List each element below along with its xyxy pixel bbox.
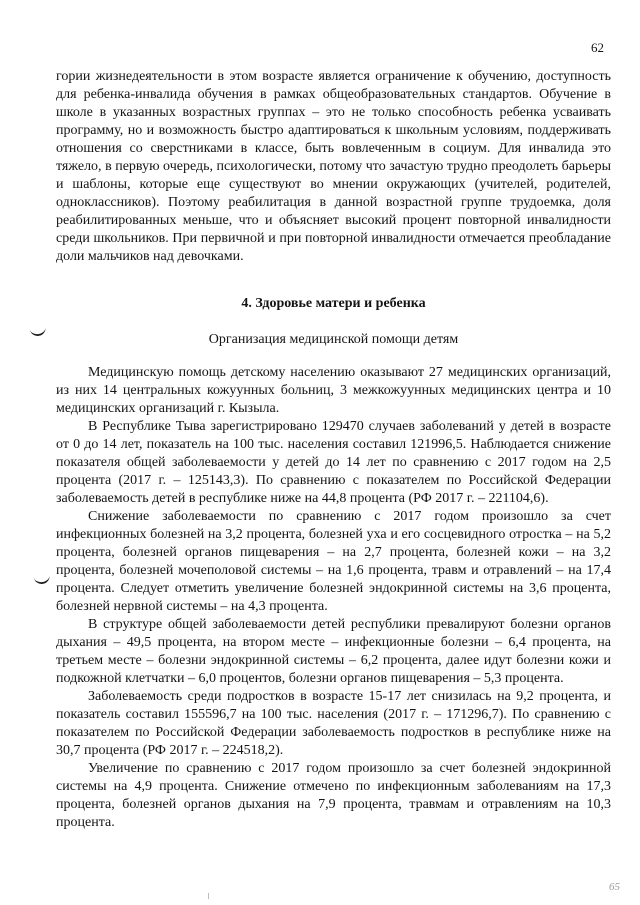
paragraph-6: Увеличение по сравнению с 2017 годом произошло за счет болезней эндокринной системы на 4,9 процента. Снижение отмечено по инфекционным заболеваниям на 17,3 процента, болезней органов дыхания на 7,9 процента, травмам и отравлениям на 10,3 процента.	[56, 761, 611, 830]
section-title: 4. Здоровье матери и ребенка	[241, 296, 426, 311]
subsection-title: Организация медицинской помощи детям	[208, 332, 459, 347]
paragraph-2: В Республике Тыва зарегистрировано 129470 случаев заболеваний у детей в возрасте от 0 до 14 лет, показатель на 100 тыс. населения составил 121996,5. Наблюдается снижение показателя общей заболеваемости у детей до 14 лет по сравнению с 2017 годом на 2,5 процента (2017 г. – 125143,3). По сравнению с показателем по Российской Федерации заболеваемость детей в республике ниже на 44,8 процента (РФ 2017 г. – 221104,6).	[56, 419, 611, 506]
intro-paragraph: гории жизнедеятельности в этом возрасте является ограничение к обучению, доступность для ребенка-инвалида обучения в рамках общеобразовательных стандартов. Обучение в школе в указанных возрастных группах – это не только способность ребенка усваивать программу, но и возможность быстро адаптироваться к школьным условиям, поддерживать отношения со сверстниками в классе, быть вовлеченным в социум. Для инвалида это тяжело, в первую очередь, психологически, потому что зачастую трудно преодолеть барьеры и шаблоны, которые еще существуют во мнении окружающих (учителей, родителей, одноклассников). Поэтому реабилитация в данной возрастной группе трудоемка, доля реабилитированных меньше, что и объясняет высокий процент повторной инвалидности среди школьников. При первичной и при повторной инвалидности отмечается преобладание доли мальчиков над девочками.	[56, 69, 611, 264]
corner-handwritten-note: 65	[609, 881, 620, 893]
scan-artifact	[208, 893, 209, 899]
intro-text-block	[56, 68, 611, 266]
paragraph-1: Медицинскую помощь детскому населению оказывают 27 медицинских организаций, из них 14 центральных кожуунных больниц, 3 межкожуунных медицинских центра и 10 медицинских организаций г. Кызыла.	[56, 365, 611, 416]
paragraph-5: Заболеваемость среди подростков в возрасте 15-17 лет снизилась на 9,2 процента, и показатель составил 155596,7 на 100 тыс. населения (2017 г. – 171296,7). По сравнению с показателем по Российской Федерации заболеваемость подростков в республике ниже на 30,7 процента (РФ 2017 г. – 224518,2).	[56, 689, 611, 758]
paragraph-3: Снижение заболеваемости по сравнению с 2017 годом произошло за счет инфекционных болезней на 3,2 процента, болезней уха и его сосцевидного отростка – на 5,2 процента, болезней органов пищеварения – на 2,7 процента, болезней кожи – на 3,2 процента, болезней мочеполовой системы – на 1,6 процента, травм и отравлений – на 17,4 процента. Следует отметить увеличение болезней эндокринной системы на 3,6 процента, болезней нервной системы – на 4,3 процента.	[56, 509, 611, 614]
margin-pen-mark	[29, 325, 46, 337]
body-text-block	[56, 364, 611, 832]
margin-pen-mark	[33, 573, 50, 585]
paragraph-4: В структуре общей заболеваемости детей республики превалируют болезни органов дыхания – 49,5 процента, на втором месте – инфекционные болезни – 6,4 процента, на третьем месте – болезни эндокринной системы – 6,2 процента, далее идут болезни кожи и подкожной клетчатки – 6,0 процентов, болезни органов пищеварения – 5,3 процента.	[56, 617, 611, 686]
page-number: 62	[591, 40, 604, 55]
